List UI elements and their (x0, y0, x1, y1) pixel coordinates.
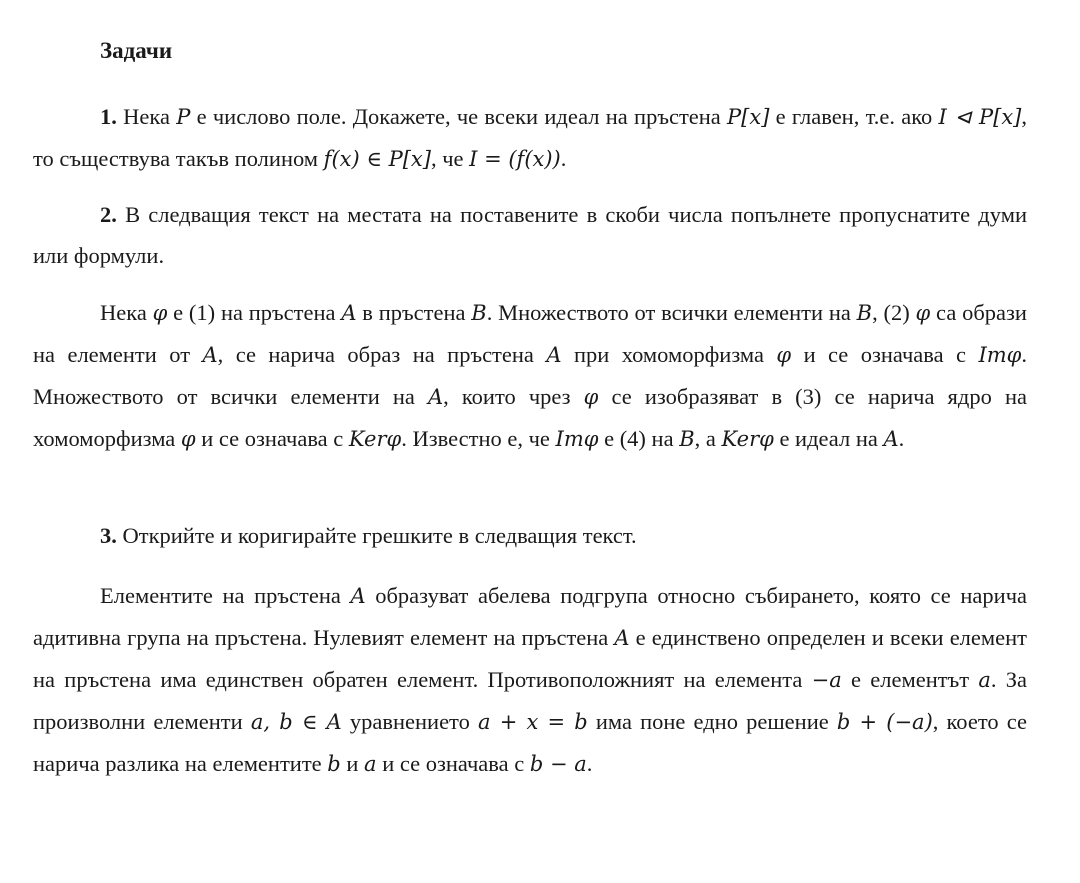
math-span: A (341, 301, 357, 325)
math-span: Imφ (978, 343, 1022, 367)
text-span: и се означава с (195, 426, 349, 451)
text-span: . Множеството от всички елементи на (33, 342, 1028, 409)
math-span: φ (915, 301, 931, 325)
math-span: Kerφ (348, 427, 402, 451)
text-span: в пръстена (356, 300, 472, 325)
math-span: B (471, 301, 487, 325)
text-span: уравнението (341, 709, 478, 734)
text-span: е числово поле. Докажете, че всеки идеал на пръстена (190, 104, 728, 129)
text-span: е (1) на пръстена (167, 300, 342, 325)
math-span: a (978, 668, 991, 692)
text-span: . (560, 146, 567, 171)
text-span: е елементът (841, 667, 979, 692)
text-span: В следващия текст на местата на поставените в скоби числа попълнете пропуснатите думи или формули. (33, 202, 1027, 268)
math-span: a + x = b (477, 710, 588, 734)
text-span: , (2) (872, 300, 916, 325)
math-span: I ⊲ P[x] (938, 105, 1022, 129)
task-2-paragraph (33, 194, 1027, 276)
text-span: . (586, 751, 593, 776)
math-span: B (679, 427, 695, 451)
math-span: A (883, 427, 899, 451)
math-span: B (856, 301, 873, 325)
task-3-number: 3. (100, 523, 117, 548)
task-2-number: 2. (100, 202, 117, 227)
math-span: φ (152, 301, 168, 325)
text-span: и (340, 751, 365, 776)
math-span: φ (776, 343, 792, 367)
task-3-paragraph (33, 515, 1027, 556)
math-span: b + (−a) (836, 710, 933, 734)
text-span: е (4) на (598, 426, 680, 451)
text-span: е главен, т.е. ако (769, 104, 939, 129)
text-span: е единствено определен и всеки елемент на пръстена има единствен обратен елемент. Противоположният на елемента (33, 625, 1027, 692)
text-span: Открийте и коригирайте грешките в следващия текст. (116, 523, 637, 548)
math-span: φ (583, 385, 599, 409)
math-span: A (428, 385, 444, 409)
text-span: Нека (116, 104, 177, 129)
math-span: a, b ∈ A (250, 710, 342, 734)
text-span: . (898, 426, 905, 451)
task-1-paragraph (33, 96, 1027, 180)
math-span: b (327, 752, 341, 776)
math-span: Kerφ (721, 427, 774, 451)
math-span: Imφ (555, 427, 599, 451)
math-span: P (176, 105, 191, 129)
text-span: , се нарича образ на пръстена (217, 342, 547, 367)
text-span: и се означава с (376, 751, 530, 776)
text-span: . Известно е, че (401, 426, 556, 451)
text-span: , че (430, 146, 470, 171)
text-span: , а (694, 426, 722, 451)
math-span: A (350, 584, 366, 608)
math-span: a (364, 752, 377, 776)
text-span: се изобразяват в (3) се нарича ядро на хомоморфизма (33, 384, 1027, 451)
text-span: при хомоморфизма (561, 342, 777, 367)
math-span: A (614, 626, 630, 650)
task-3-body-paragraph (33, 575, 1027, 785)
math-span: A (546, 343, 562, 367)
text-span: е идеал на (773, 426, 884, 451)
page-title: Задачи (100, 38, 173, 63)
task-2-body-paragraph (33, 292, 1027, 460)
math-span: P[x] (727, 105, 770, 129)
text-span: , които чрез (443, 384, 584, 409)
text-span: Елементите на пръстена (100, 583, 351, 608)
text-span: . За произволни елементи (33, 667, 1027, 734)
text-span: Нека (100, 300, 153, 325)
math-span: b − a (529, 752, 587, 776)
math-span: I = (f(x)) (469, 147, 561, 171)
text-span: . Множеството от всички елементи на (486, 300, 857, 325)
text-span: , то съществува такъв полином (33, 104, 1027, 171)
text-span: образуват абелева подгрупа относно събирането, която се нарича адитивна група на пръстена. Нулевият елемент на пръстена (33, 583, 1027, 650)
text-span: са образи на елементи от (33, 300, 1027, 367)
text-span: има поне едно решение (587, 709, 837, 734)
math-span: φ (180, 427, 196, 451)
text-span: и се означава с (791, 342, 979, 367)
task-1-number: 1. (100, 104, 117, 129)
math-span: f(x) ∈ P[x] (323, 147, 431, 171)
math-span: A (202, 343, 218, 367)
math-span: −a (811, 668, 842, 692)
text-span: , което се нарича разлика на елементите (33, 709, 1027, 776)
